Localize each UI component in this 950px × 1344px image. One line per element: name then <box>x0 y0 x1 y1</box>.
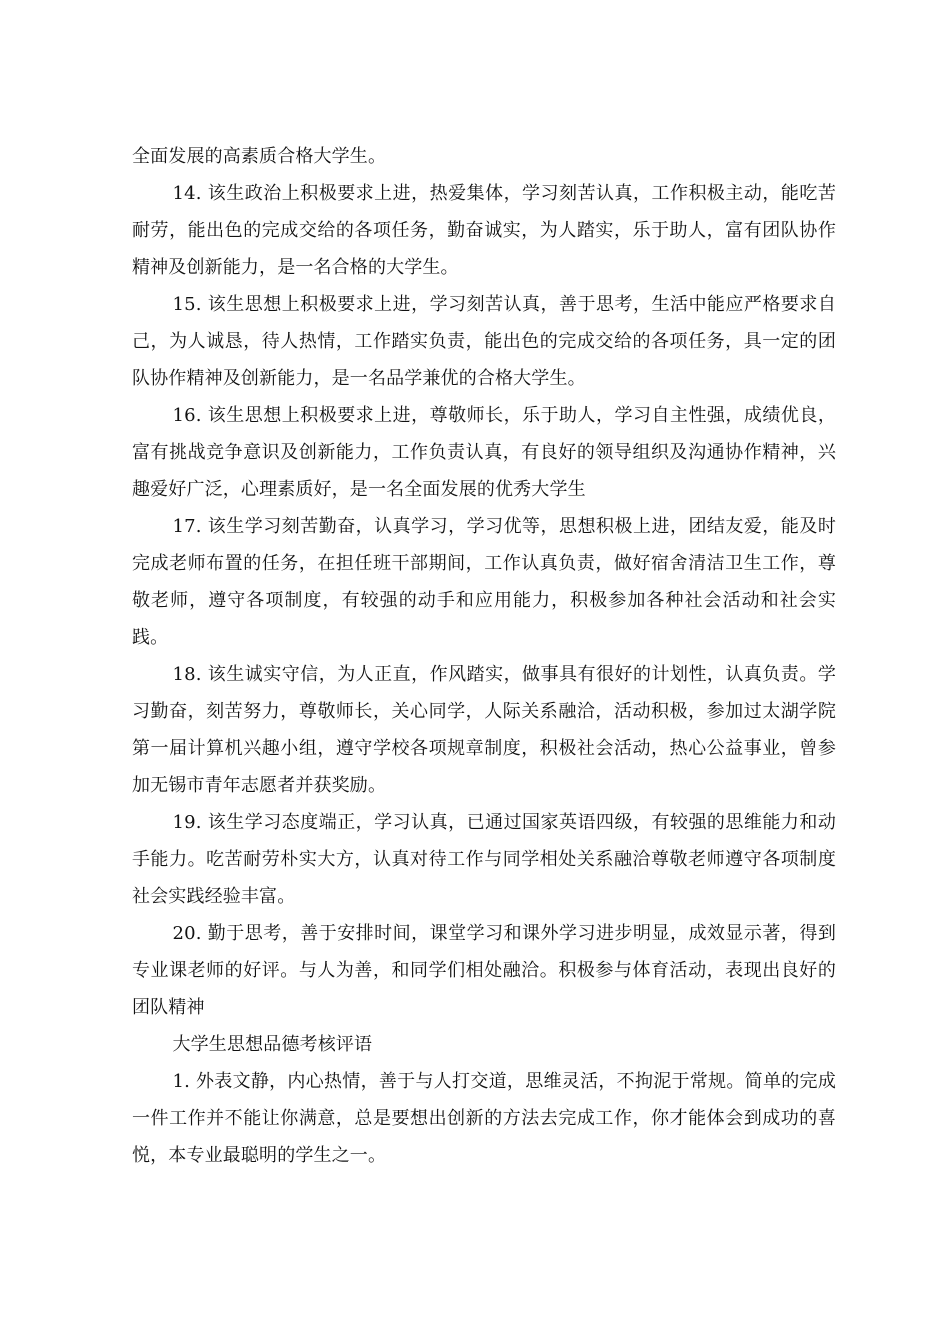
paragraph-continuation: 全面发展的高素质合格大学生。 <box>132 146 387 167</box>
paragraph-item-15: 15. 该生思想上积极要求上进，学习刻苦认真，善于思考，生活中能应严格要求自己，为人诚恳，待人热情，工作踏实负责，能出色的完成交给的各项任务，具一定的团队协作精神及创新能力，是一名品学兼优的合格大学生。 <box>132 294 836 389</box>
section-paragraph-item-1: 1. 外表文静，内心热情，善于与人打交道，思维灵活，不拘泥于常规。简单的完成一件工作并不能让你满意，总是要想出创新的方法去完成工作，你才能体会到成功的喜悦，本专业最聪明的学生之一。 <box>132 1071 836 1166</box>
paragraph-item-19: 19. 该生学习态度端正，学习认真，已通过国家英语四级，有较强的思维能力和动手能力。吃苦耐劳朴实大方，认真对待工作与同学相处关系融洽尊敬老师遵守各项制度社会实践经验丰富。 <box>132 812 836 907</box>
section-heading: 大学生思想品德考核评语 <box>172 1034 373 1055</box>
paragraph-item-17: 17. 该生学习刻苦勤奋，认真学习，学习优等，思想积极上进，团结友爱，能及时完成老师布置的任务，在担任班干部期间，工作认真负责，做好宿舍清洁卫生工作，尊敬老师，遵守各项制度，有较强的动手和应用能力，积极参加各种社会活动和社会实践。 <box>132 516 836 648</box>
paragraph-item-18: 18. 该生诚实守信，为人正直，作风踏实，做事具有很好的计划性，认真负责。学习勤奋，刻苦努力，尊敬师长，关心同学，人际关系融洽，活动积极，参加过太湖学院第一届计算机兴趣小组，遵守学校各项规章制度，积极社会活动，热心公益事业，曾参加无锡市青年志愿者并获奖励。 <box>132 664 836 796</box>
paragraph-item-20: 20. 勤于思考，善于安排时间，课堂学习和课外学习进步明显，成效显示著，得到专业课老师的好评。与人为善，和同学们相处融洽。积极参与体育活动，表现出良好的团队精神 <box>132 923 836 1018</box>
paragraph-item-16: 16. 该生思想上积极要求上进，尊敬师长，乐于助人，学习自主性强，成绩优良，富有挑战竞争意识及创新能力，工作负责认真，有良好的领导组织及沟通协作精神，兴趣爱好广泛，心理素质好，是一名全面发展的优秀大学生 <box>132 405 836 500</box>
document-body <box>132 138 836 1174</box>
paragraph-item-14: 14. 该生政治上积极要求上进，热爱集体，学习刻苦认真，工作积极主动，能吃苦耐劳，能出色的完成交给的各项任务，勤奋诚实，为人踏实，乐于助人，富有团队协作精神及创新能力，是一名合格的大学生。 <box>132 183 836 278</box>
